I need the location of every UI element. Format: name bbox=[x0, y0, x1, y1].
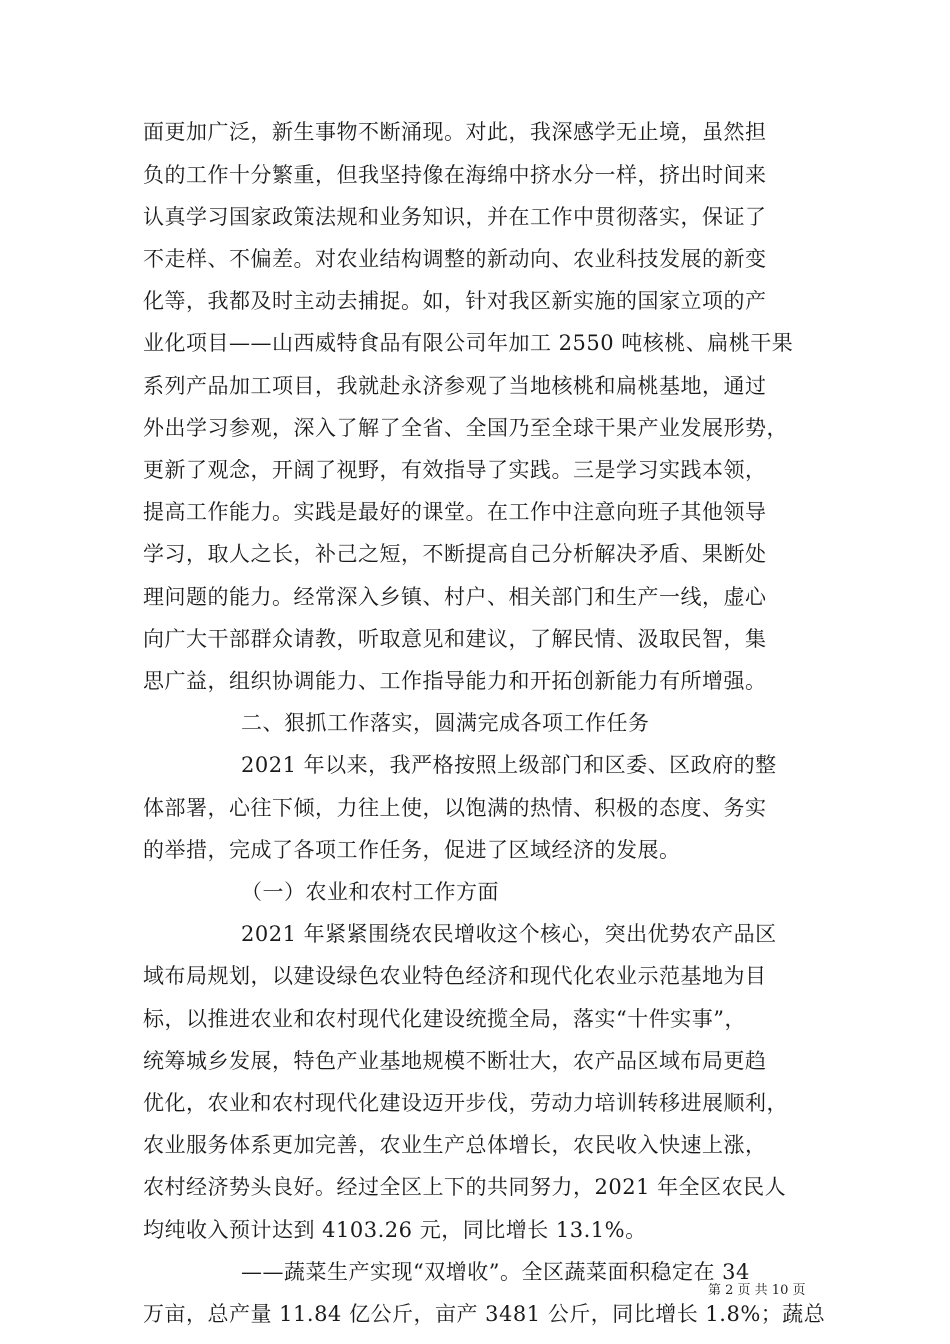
page-number-footer: 第 2 页 共 10 页 bbox=[708, 1283, 806, 1298]
body-text-line: 体部署，心往下倾，力往上使，以饱满的热情、积极的态度、务实 bbox=[143, 796, 767, 820]
body-text-line: 学习，取人之长，补己之短，不断提高自己分析解决矛盾、果断处 bbox=[143, 542, 767, 566]
body-text-line: 向广大干部群众请教，听取意见和建议，了解民情、汲取民智，集 bbox=[143, 627, 767, 651]
section-heading: 二、狠抓工作落实，圆满完成各项工作任务 bbox=[241, 711, 650, 735]
body-text-line: 思广益，组织协调能力、工作指导能力和开拓创新能力有所增强。 bbox=[143, 669, 767, 693]
body-text-line: 提高工作能力。实践是最好的课堂。在工作中注意向班子其他领导 bbox=[143, 500, 767, 524]
body-text-line: 农村经济势头良好。经过全区上下的共同努力，2021 年全区农民人 bbox=[143, 1175, 787, 1199]
body-text-line: 万亩，总产量 11.84 亿公斤，亩产 3481 公斤，同比增长 1.8%；蔬总 bbox=[143, 1302, 826, 1326]
body-text-line: 的举措，完成了各项工作任务，促进了区域经济的发展。 bbox=[143, 838, 681, 862]
subsection-heading: （一）农业和农村工作方面 bbox=[241, 880, 499, 904]
body-text-line: 更新了观念，开阔了视野，有效指导了实践。三是学习实践本领， bbox=[143, 458, 767, 482]
body-text-line: 化等，我都及时主动去捕捉。如，针对我区新实施的国家立项的产 bbox=[143, 289, 767, 313]
body-text-line: 系列产品加工项目，我就赴永济参观了当地核桃和扁桃基地，通过 bbox=[143, 374, 767, 398]
body-text-line: 面更加广泛，新生事物不断涌现。对此，我深感学无止境，虽然担 bbox=[143, 120, 767, 144]
body-text-line: 均纯收入预计达到 4103.26 元，同比增长 13.1%。 bbox=[143, 1218, 647, 1242]
body-text-line: 统筹城乡发展，特色产业基地规模不断壮大，农产品区域布局更趋 bbox=[143, 1049, 767, 1073]
body-text-line: 业化项目——山西威特食品有限公司年加工 2550 吨核桃、扁桃干果 bbox=[143, 331, 794, 355]
body-text-line: 域布局规划，以建设绿色农业特色经济和现代化农业示范基地为目 bbox=[143, 964, 767, 988]
body-text-line: 农业服务体系更加完善，农业生产总体增长，农民收入快速上涨， bbox=[143, 1133, 767, 1157]
body-text-line: 优化，农业和农村现代化建设迈开步伐，劳动力培训转移进展顺利， bbox=[143, 1091, 788, 1115]
body-text-line: 标，以推进农业和农村现代化建设统揽全局，落实“十件实事”， bbox=[143, 1007, 746, 1031]
body-text-line: 2021 年紧紧围绕农民增收这个核心，突出优势农产品区 bbox=[241, 922, 777, 946]
body-text-line: 负的工作十分繁重，但我坚持像在海绵中挤水分一样，挤出时间来 bbox=[143, 163, 767, 187]
body-text-line: 认真学习国家政策法规和业务知识，并在工作中贯彻落实，保证了 bbox=[143, 205, 767, 229]
body-text-line: 理问题的能力。经常深入乡镇、村户、相关部门和生产一线，虚心 bbox=[143, 585, 767, 609]
body-text-line: ——蔬菜生产实现“双增收”。全区蔬菜面积稳定在 34 bbox=[241, 1260, 750, 1284]
body-text-line: 不走样、不偏差。对农业结构调整的新动向、农业科技发展的新变 bbox=[143, 247, 767, 271]
body-text-line: 2021 年以来，我严格按照上级部门和区委、区政府的整 bbox=[241, 753, 777, 777]
body-text-line: 外出学习参观，深入了解了全省、全国乃至全球干果产业发展形势， bbox=[143, 416, 788, 440]
